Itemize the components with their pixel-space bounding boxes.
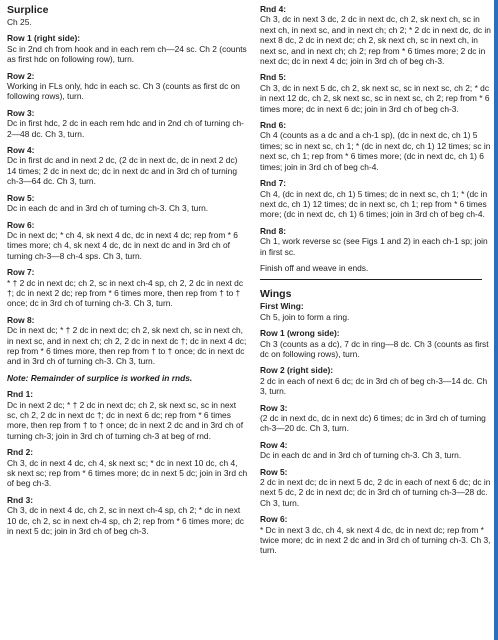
rounds-note: Note: Remainder of surplice is worked in rnds. bbox=[7, 372, 193, 383]
rnd-text: Ch 3, dc in next 3 dc, 2 dc in next dc, ch 2, sk next ch, sc in next ch, in next sc, and in next ch; ch 2; * 2 dc in next dc, dc in next 8 dc, 2 dc in next dc; ch 2, sk next ch, sc in next ch, in next sc, and in next ch; ch 2; rep from * 6 times more; 2 dc in next dc; dc in next 4 dc; join in 3rd ch of beg ch-3. bbox=[260, 14, 491, 67]
rnd-heading: Rnd 6: bbox=[260, 120, 287, 131]
surplice-title: Surplice bbox=[7, 4, 49, 16]
rnd-block bbox=[7, 495, 248, 537]
row-heading: Row 5: bbox=[7, 192, 35, 203]
row-heading: Row 8: bbox=[7, 314, 35, 325]
rnd-block bbox=[260, 4, 493, 66]
row-block bbox=[7, 315, 248, 367]
surplice-heading-block bbox=[7, 4, 248, 27]
rnd-text: Ch 3, dc in next 4 dc, ch 2, sc in next ch-4 sp, ch 2; * dc in next 10 dc, ch 2, sc in next ch-4 sp, ch 2; rep from * 6 times more; dc in next 5 dc; join in 3rd ch of beg ch-3. bbox=[7, 505, 244, 537]
rnd-block bbox=[260, 120, 493, 172]
rnd-heading: Rnd 5: bbox=[260, 72, 287, 83]
row-heading: Row 2 (right side): bbox=[260, 365, 334, 376]
rnd-block bbox=[7, 389, 248, 441]
rnd-heading: Rnd 8: bbox=[260, 225, 287, 236]
row-text: Dc in next dc; * † 2 dc in next dc; ch 2, sk next ch, sc in next ch, in next sc, and in next ch; ch 2, 2 dc in next dc †; dc in next 4 dc; rep from * 6 times more, then rep from † to † once; dc in next dc and in 3rd ch of turning ch-3. Ch 3, turn. bbox=[7, 325, 247, 367]
row-text: Sc in 2nd ch from hook and in each rem ch—24 sc. Ch 2 (counts as first hdc on following row), turn. bbox=[7, 43, 247, 65]
row-text: (2 dc in next dc, dc in next dc) 6 times; dc in 3rd ch of turning ch-3—20 dc. Ch 3, turn. bbox=[260, 413, 486, 434]
row-text: * Dc in next 3 dc, ch 4, sk next 4 dc, dc in next dc; rep from * twice more; dc in next 2 dc and in 3rd ch of turning ch-3. Ch 3, turn. bbox=[260, 524, 491, 556]
row-text: Ch 3 (counts as a dc), 7 dc in ring—8 dc. Ch 3 (counts as first dc on following rows), turn. bbox=[260, 338, 489, 359]
row-block bbox=[7, 33, 248, 64]
row-heading: Row 5: bbox=[260, 466, 288, 477]
wings-title: Wings bbox=[260, 288, 292, 301]
row-block bbox=[7, 108, 248, 139]
right-column bbox=[260, 4, 493, 562]
rnd-block bbox=[260, 226, 493, 257]
rnd-heading: Rnd 7: bbox=[260, 178, 287, 189]
row-block bbox=[260, 467, 493, 509]
row-text: 2 dc in next dc; dc in next 5 dc, 2 dc in each of next 6 dc; dc in next 5 dc, 2 dc in next dc; dc in 3rd ch of turning ch-3—28 dc. Ch 3, turn. bbox=[260, 477, 491, 508]
row-block bbox=[260, 514, 493, 556]
surplice-chain: Ch 25. bbox=[7, 17, 32, 27]
rnd-text: Ch 3, dc in next 4 dc, ch 4, sk next sc; * dc in next 10 dc, ch 4, sk next sc; rep from * 6 times more; dc in next 5 dc; join in 3rd ch of beg ch-3. bbox=[7, 457, 248, 489]
page-edge-bar bbox=[494, 0, 498, 640]
row-text: Working in FLs only, hdc in each sc. Ch 3 (counts as first dc on following rows), turn. bbox=[7, 81, 240, 102]
first-wing-heading: First Wing: bbox=[260, 301, 304, 312]
row-block bbox=[260, 365, 493, 396]
rnd-text: Ch 4 (counts as a dc and a ch-1 sp), (dc in next dc, ch 1) 5 times; sc in next sc, ch 1; * (dc in next dc, ch 1) 12 times; sc in next sc, ch 1; rep from * 6 times more; (dc in next dc, ch 1) 6 times; join in 3rd ch of beg ch-4. bbox=[260, 130, 491, 172]
section-divider bbox=[260, 279, 482, 280]
row-text: Dc in next dc; * ch 4, sk next 4 dc, dc in next 4 dc; rep from * 6 times more; ch 4, sk next 4 dc, dc in next dc and in 3rd ch of turning ch-3—8 ch-4 sps. Ch 3, turn. bbox=[7, 229, 238, 261]
row-block bbox=[7, 193, 248, 214]
rnd-text: Ch 3, dc in next 5 dc, ch 2, sk next sc, sc in next sc, ch 2; * dc in next 12 dc, ch 2, sk next sc, sc in next sc, ch 2; rep from * 6 times more; dc in next 6 dc; join in 3rd ch of beg ch-3. bbox=[260, 82, 490, 114]
rnd-text: Ch 4, (dc in next dc, ch 1) 5 times; dc in next sc, ch 1; * (dc in next dc, ch 1) 12 times; dc in next sc, ch 1; rep from * 6 times more; (dc in next dc, ch 1) 6 times; join in 3rd ch of beg ch-4. bbox=[260, 188, 488, 220]
row-text: * † 2 dc in next dc; ch 2, sc in next ch-4 sp, ch 2, 2 dc in next dc †; dc in next 2 dc; rep from * 6 times more, then rep from † to † once; dc in 3rd ch of turning ch-3. Ch 3, turn. bbox=[7, 277, 244, 309]
row-heading: Row 6: bbox=[260, 514, 288, 525]
left-column bbox=[7, 4, 248, 542]
row-block bbox=[7, 145, 248, 187]
row-text: Dc in first hdc, 2 dc in each rem hdc and in 2nd ch of turning ch-2—48 dc. Ch 3, turn. bbox=[7, 118, 244, 139]
rnd-text: Ch 1, work reverse sc (see Figs 1 and 2) in each ch-1 sp; join in first sc. bbox=[260, 236, 488, 257]
row-heading: Row 1 (wrong side): bbox=[260, 328, 340, 339]
wings-heading-block bbox=[260, 288, 493, 322]
rnd-heading: Rnd 1: bbox=[7, 389, 34, 400]
row-heading: Row 4: bbox=[260, 439, 288, 450]
row-text: Dc in each dc and in 3rd ch of turning ch-3. Ch 3, turn. bbox=[7, 203, 209, 214]
row-text: Dc in first dc and in next 2 dc, (2 dc in next dc, dc in next 2 dc) 14 times; 2 dc in next dc; dc in next dc and in 3rd ch of turning ch-3—64 dc. Ch 3, turn. bbox=[7, 155, 238, 187]
rnd-text: Dc in next 2 dc; * † 2 dc in next dc; ch 2, sk next sc, sc in next sc, ch 2, 2 dc in next dc †; dc in next 6 dc; rep from * 6 times more, then rep from † to † once; dc in next 2 dc and in 3rd ch of turning ch-3; join in 3rd ch of turning ch-3 at beg of rnd. bbox=[7, 399, 244, 441]
rnd-heading: Rnd 3: bbox=[7, 494, 34, 505]
row-heading: Row 2: bbox=[7, 70, 35, 81]
row-block bbox=[260, 403, 493, 434]
row-block bbox=[7, 220, 248, 262]
row-block bbox=[7, 267, 248, 309]
row-heading: Row 1 (right side): bbox=[7, 33, 81, 44]
rnd-block bbox=[7, 447, 248, 489]
row-heading: Row 3: bbox=[7, 107, 35, 118]
row-text: Dc in each dc and in 3rd ch of turning ch-3. Ch 3, turn. bbox=[260, 450, 462, 461]
row-block bbox=[260, 440, 493, 461]
row-heading: Row 4: bbox=[7, 145, 35, 156]
row-heading: Row 7: bbox=[7, 267, 35, 278]
rnd-block bbox=[260, 178, 493, 220]
wings-chain: Ch 5, join to form a ring. bbox=[260, 311, 350, 322]
row-block bbox=[7, 71, 248, 102]
row-block bbox=[260, 328, 493, 359]
finish-text: Finish off and weave in ends. bbox=[260, 262, 369, 273]
rnd-block bbox=[260, 72, 493, 114]
row-text: 2 dc in each of next 6 dc; dc in 3rd ch of beg ch-3—14 dc. Ch 3, turn. bbox=[260, 375, 488, 397]
row-heading: Row 3: bbox=[260, 402, 288, 413]
row-heading: Row 6: bbox=[7, 219, 35, 230]
rnd-heading: Rnd 4: bbox=[260, 4, 287, 14]
rnd-heading: Rnd 2: bbox=[7, 447, 34, 458]
